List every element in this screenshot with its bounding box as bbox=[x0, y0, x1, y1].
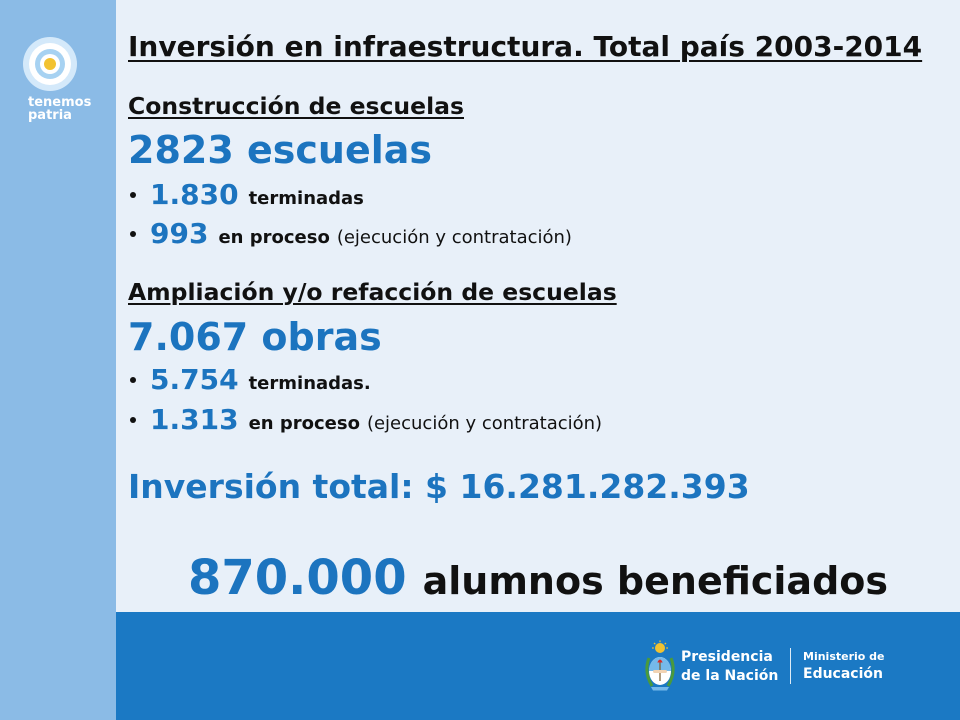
logo-text-line1: tenemos bbox=[28, 95, 92, 110]
section-heading-construction: Construcción de escuelas bbox=[128, 92, 464, 120]
item-value: 5.754 bbox=[150, 363, 239, 396]
presidencia-label-line1: Presidencia bbox=[681, 649, 773, 665]
item-label: terminadas. bbox=[248, 373, 371, 394]
total-investment: Inversión total: $ 16.281.282.393 bbox=[128, 467, 750, 506]
list-item bbox=[128, 403, 602, 437]
tenemos-patria-logo-icon bbox=[22, 36, 78, 92]
item-note: (ejecución y contratación) bbox=[336, 227, 572, 248]
list-item bbox=[128, 363, 371, 397]
bullet-icon bbox=[130, 192, 136, 198]
logo-text bbox=[28, 96, 91, 122]
list-item bbox=[128, 217, 572, 251]
bullet-icon bbox=[130, 231, 136, 237]
beneficiaries-value: 870.000 bbox=[187, 550, 407, 606]
item-label: en proceso bbox=[218, 227, 330, 248]
item-note: (ejecución y contratación) bbox=[366, 413, 603, 434]
section-total-construction: 2823 escuelas bbox=[128, 128, 433, 172]
list-item bbox=[128, 178, 364, 212]
item-value: 1.313 bbox=[150, 403, 239, 436]
footer-divider bbox=[790, 648, 791, 684]
coat-of-arms-icon bbox=[643, 640, 677, 694]
logo-text-line2: patria bbox=[28, 108, 72, 123]
item-label: en proceso bbox=[248, 413, 360, 434]
page-title: Inversión en infraestructura. Total país 2003-2014 bbox=[128, 30, 923, 63]
item-label: terminadas bbox=[248, 188, 364, 209]
section-heading-expansion: Ampliación y/o refacción de escuelas bbox=[128, 278, 617, 306]
ministerio-label-line2: Educación bbox=[803, 666, 883, 682]
beneficiaries-line bbox=[116, 550, 960, 608]
item-value: 1.830 bbox=[150, 178, 239, 211]
presidencia-label-line2: de la Nación bbox=[681, 668, 779, 684]
section-total-expansion: 7.067 obras bbox=[128, 315, 382, 359]
beneficiaries-label: alumnos beneficiados bbox=[422, 559, 889, 603]
bullet-icon bbox=[130, 417, 136, 423]
sidebar bbox=[0, 0, 116, 720]
bullet-icon bbox=[130, 377, 136, 383]
item-value: 993 bbox=[150, 217, 209, 250]
ministerio-label-line1: Ministerio de bbox=[803, 650, 885, 663]
